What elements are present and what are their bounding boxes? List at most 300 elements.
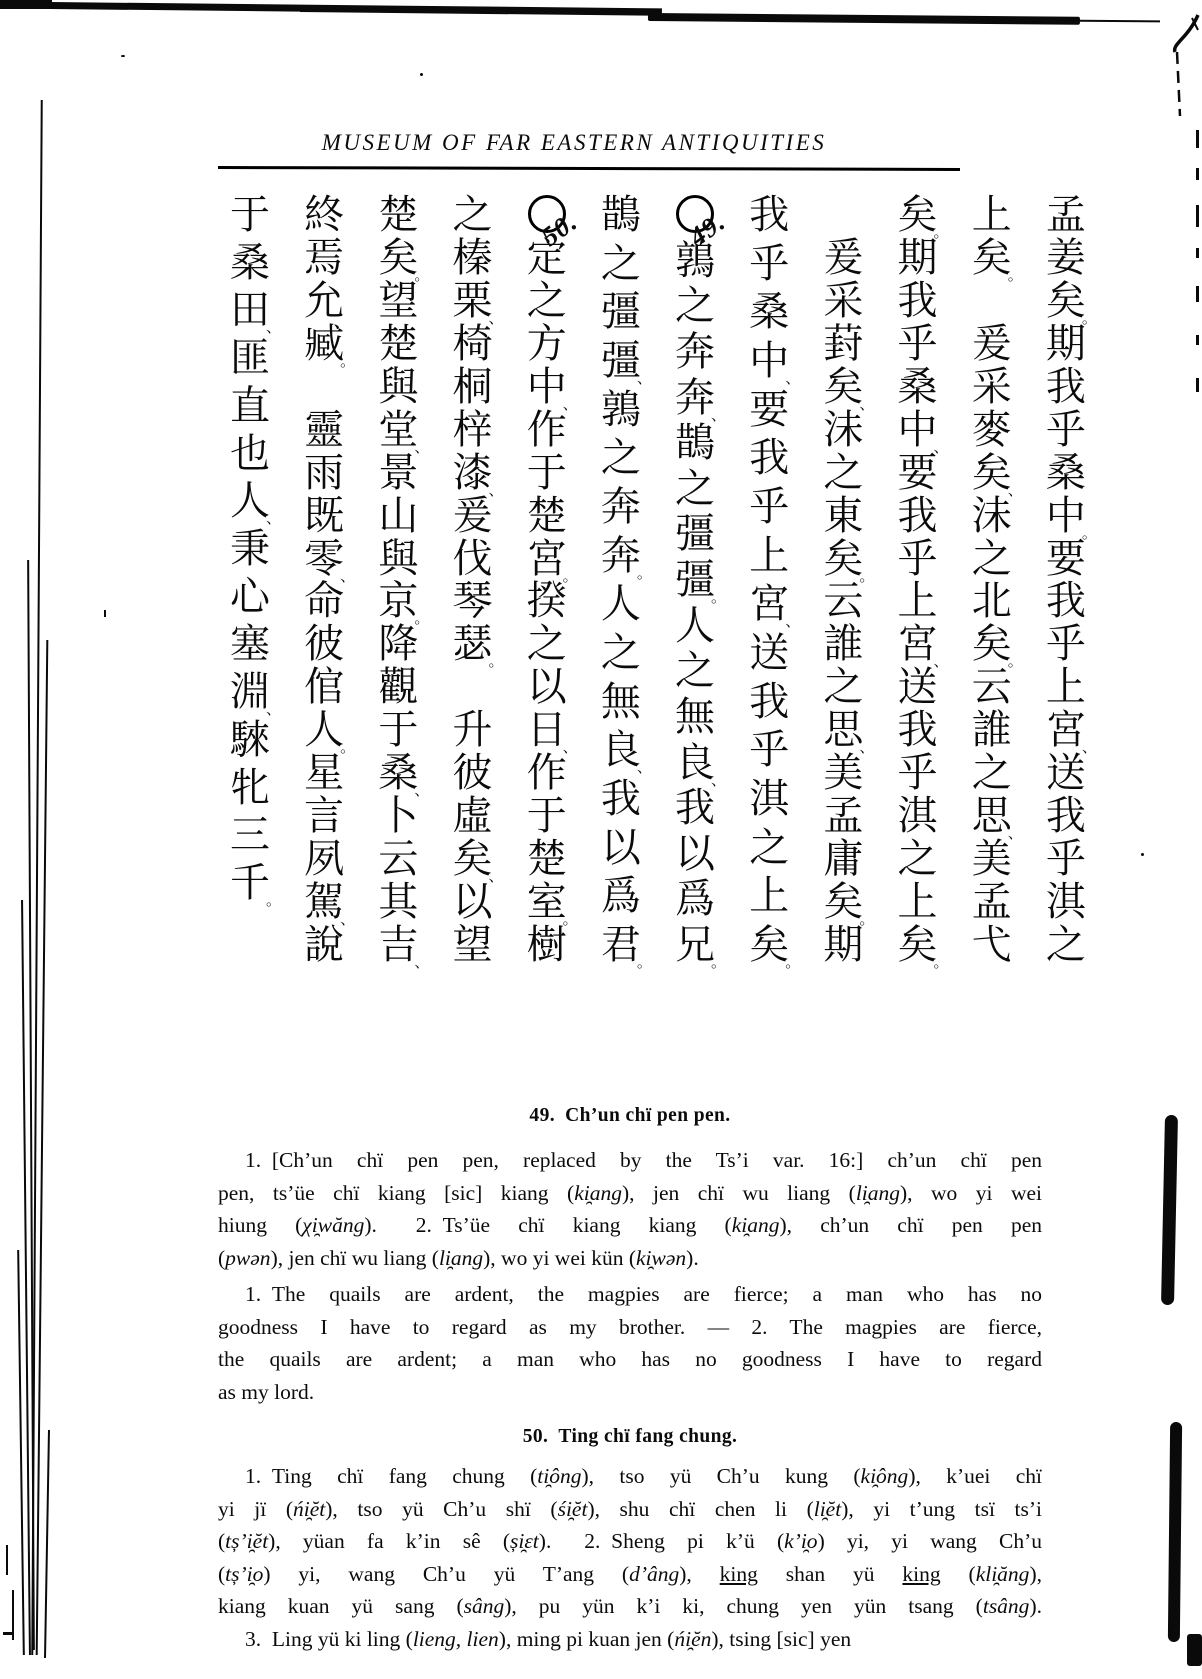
hanzi: 之: [600, 629, 641, 676]
hanzi: 既: [304, 492, 345, 539]
page-header-title: MUSEUM OF FAR EASTERN ANTIQUITIES: [321, 130, 827, 155]
hanzi: 乎: [897, 320, 938, 367]
hanzi: 乎: [1045, 836, 1086, 883]
text-run: ), jen chï wu liang (: [621, 1180, 856, 1205]
phonetic-reconstruction: pwən: [225, 1245, 271, 1270]
hanzi: 之: [452, 192, 493, 238]
ode-number: 50.: [535, 206, 583, 253]
text-run: ), tso yü Ch’u kung (: [581, 1464, 861, 1488]
hanzi: 上: [749, 532, 790, 579]
reading-mark: 、: [340, 566, 356, 585]
page-curl-mark: [1148, 12, 1202, 122]
hanzi: 山: [378, 492, 419, 539]
hanzi: 望: [452, 921, 493, 968]
hanzi: 駕 、: [304, 879, 356, 928]
hanzi: 桑: [749, 289, 790, 336]
hanzi: 之: [600, 435, 641, 482]
scan-artifact-left-line: [17, 1250, 25, 1655]
reading-mark: 、: [859, 394, 875, 413]
hanzi: 靈: [304, 406, 345, 453]
phonetic-reconstruction: tș’i̯ĕt: [225, 1529, 269, 1553]
hanzi: 秉: [230, 526, 270, 573]
hanzi: 爲: [675, 876, 716, 923]
reading-mark: 。: [859, 910, 875, 928]
reading-mark: 、: [414, 781, 430, 800]
text-line: [218, 1460, 1042, 1493]
phonetic-reconstruction: ti̯ông: [537, 1464, 582, 1488]
text-run: 3. Ling yü ki ling (: [245, 1626, 413, 1651]
chinese-text-block: [228, 192, 1097, 971]
hanzi: 采: [823, 277, 864, 324]
scan-speck: [121, 55, 125, 57]
hanzi: 以: [675, 830, 716, 877]
hanzi: 思 、: [823, 707, 875, 757]
hanzi: 楚: [526, 492, 567, 539]
hanzi: 中 、: [749, 337, 801, 387]
hanzi: 矣 。: [1045, 277, 1097, 327]
hanzi: 思 、: [971, 793, 1023, 843]
hanzi: 彊 、: [600, 337, 652, 387]
hanzi: 誰: [823, 621, 864, 668]
hanzi: 降: [378, 621, 419, 668]
reading-mark: 、: [933, 652, 949, 671]
hanzi: 定: [526, 234, 567, 281]
text-run: hiung (: [218, 1213, 303, 1237]
ode-column-4: [821, 194, 875, 968]
hanzi: 塞: [230, 621, 270, 668]
hanzi: 我: [897, 492, 938, 539]
text-run: 1. The quails are ardent, the magpies are fierce; a man who has no: [245, 1282, 1042, 1306]
hanzi: 桑: [897, 363, 938, 410]
text-run: (: [218, 1529, 226, 1553]
phonetic-reconstruction: d’âng: [629, 1561, 680, 1586]
hanzi: 彼: [304, 621, 345, 668]
hanzi: 之: [600, 240, 641, 287]
hanzi: 矣 。: [823, 535, 875, 585]
reading-mark: 。: [636, 952, 652, 971]
hanzi: 望: [378, 277, 419, 324]
hanzi: 乎: [749, 483, 790, 530]
hanzi: 我: [675, 785, 716, 832]
hanzi: 之: [971, 535, 1012, 582]
hanzi: 姜: [1045, 234, 1086, 281]
hanzi: 彊: [675, 511, 716, 558]
reading-mark: 。: [933, 223, 949, 241]
hanzi: 騋: [230, 716, 270, 763]
section-50-heading: 50. Ting chï fang chung.: [522, 1426, 738, 1447]
text-run: as my lord.: [218, 1379, 315, 1404]
hanzi: 之: [675, 283, 716, 330]
hanzi: 之: [675, 465, 716, 512]
hanzi: 云: [378, 836, 419, 883]
hanzi: 允: [304, 277, 345, 324]
hanzi: 麥: [971, 406, 1012, 453]
reading-mark: 、: [1007, 824, 1023, 843]
hanzi: 要: [1045, 535, 1086, 582]
hanzi: 淇: [1045, 879, 1086, 925]
reading-mark: 、: [562, 738, 578, 757]
reading-mark: 、: [562, 394, 578, 413]
hanzi: 淇: [897, 793, 938, 840]
reading-mark: 、: [488, 867, 504, 886]
hanzi: 也: [230, 430, 270, 477]
hanzi: 桑 、: [378, 750, 430, 800]
hanzi: 鵲: [675, 420, 716, 467]
hanzi: 我: [1045, 793, 1086, 840]
ode-column-1: [1044, 192, 1097, 968]
hanzi: 云: [971, 664, 1012, 711]
hanzi: 我: [897, 277, 938, 324]
phonetic-reconstruction: ki̯ang: [574, 1180, 622, 1205]
hanzi: 臧 。: [304, 320, 356, 370]
hanzi: 方: [526, 320, 567, 367]
ode-column-9: [451, 192, 504, 968]
text-run: ) yi, wang Ch’u yü T’ang (: [263, 1561, 630, 1586]
hanzi: 要: [897, 449, 938, 496]
hanzi: 桑: [230, 239, 270, 286]
underlined-word: king: [902, 1561, 941, 1586]
reading-mark: 。: [488, 652, 504, 671]
hanzi: 瑟 。: [452, 621, 504, 671]
reading-mark: 。: [340, 351, 356, 370]
text-line: [218, 1209, 1042, 1242]
hanzi: 中 、: [526, 363, 578, 413]
hanzi: 于: [230, 192, 270, 238]
hanzi: 以: [526, 664, 567, 711]
stanza-gap: [451, 666, 495, 708]
ode-number-marker: [525, 194, 583, 253]
ode-column-7: [599, 192, 652, 971]
hanzi: 我: [897, 707, 938, 754]
reading-mark: 、: [414, 952, 430, 971]
text-run: (: [218, 1245, 226, 1270]
phonetic-reconstruction: tsâng: [982, 1594, 1030, 1618]
hanzi: 良 、: [675, 739, 727, 789]
hanzi: 言: [304, 793, 345, 840]
hanzi: 之: [526, 277, 567, 324]
hanzi: 鶉: [600, 386, 641, 433]
text-line: [218, 1525, 1042, 1558]
hanzi: 之: [823, 449, 864, 496]
reading-mark: 。: [562, 566, 578, 585]
hanzi: 漆 、: [452, 449, 504, 499]
text-run: ), wo yi wei kün (: [483, 1245, 637, 1270]
text-run: ), wo yi wei: [900, 1180, 1042, 1205]
hanzi: 三: [230, 812, 270, 859]
hanzi: 矣 。: [897, 921, 949, 971]
hanzi: 矣 。: [971, 621, 1023, 671]
hanzi: 心: [230, 573, 270, 620]
hanzi: 奔 。: [600, 532, 652, 582]
hanzi: 沬: [971, 492, 1012, 539]
stanza-gap: [302, 366, 346, 408]
hanzi: 田 、: [230, 287, 281, 337]
reading-mark: 、: [859, 738, 875, 757]
phonetic-reconstruction: sâng: [463, 1594, 505, 1618]
hanzi: 京 。: [378, 578, 430, 628]
phonetic-reconstruction: li̯ĕt: [813, 1496, 842, 1521]
hanzi: 矣 。: [378, 234, 430, 284]
hanzi: 之: [823, 664, 864, 711]
phonetic-reconstruction: ki̯wən: [636, 1245, 687, 1270]
reading-mark: 。: [1007, 652, 1023, 671]
hanzi: 矣 。: [897, 192, 949, 241]
reading-mark: 、: [340, 910, 356, 928]
hanzi: 倌: [304, 664, 345, 711]
hanzi: 梓: [452, 406, 493, 453]
ode-column-6: [673, 194, 731, 971]
text-run: ),: [1029, 1561, 1042, 1586]
hanzi: 椅: [452, 320, 493, 367]
reading-mark: 、: [265, 318, 281, 337]
hanzi: 牝: [230, 764, 270, 811]
hanzi: 要: [749, 386, 790, 433]
text-line: [218, 1278, 1042, 1311]
hanzi: 孟: [971, 879, 1012, 925]
phonetic-reconstruction: χi̯wăng: [302, 1213, 365, 1237]
hanzi: 乎: [897, 535, 938, 582]
phonetic-reconstruction: ki̯ông: [860, 1464, 909, 1488]
hanzi: 爰: [452, 492, 493, 539]
text-run: the quails are ardent; a man who has no goodness I have to regard: [218, 1347, 1042, 1371]
reading-mark: 、: [785, 368, 801, 387]
reading-mark: 、: [488, 308, 504, 327]
hanzi: 直: [230, 382, 270, 429]
scan-artifact-top-corner: [0, 0, 52, 9]
hanzi: 與: [378, 363, 419, 410]
hanzi: 云: [823, 578, 864, 625]
hanzi: 命: [304, 578, 345, 625]
section-49-transliteration: [218, 1144, 1042, 1274]
hanzi: 鵲: [600, 192, 641, 238]
text-line: [218, 1493, 1042, 1526]
hanzi: 之: [897, 836, 938, 883]
hanzi: 終: [304, 192, 345, 238]
hanzi: 我: [600, 775, 641, 822]
hanzi: 送: [749, 629, 790, 676]
scan-artifact-right-edge: [1196, 130, 1199, 148]
reading-mark: 。: [1081, 523, 1097, 542]
hanzi: 觀: [378, 664, 419, 711]
hanzi: 良 、: [600, 727, 652, 777]
scan-speck: [104, 610, 106, 617]
hanzi: 中 、: [897, 406, 949, 456]
hanzi: 其: [378, 879, 419, 925]
text-line: [218, 1311, 1042, 1344]
scan-artifact-right-streak: [1168, 1422, 1182, 1642]
hanzi: 人 、: [230, 478, 281, 528]
text-run: ).: [1029, 1594, 1042, 1618]
scan-artifact-left-tick: [3, 1632, 13, 1635]
hanzi: 中 。: [1045, 492, 1097, 542]
ode-number: 49.: [683, 206, 731, 253]
hanzi: 北: [971, 578, 1012, 625]
scan-artifact-corner-blob: [1187, 1634, 1202, 1666]
hanzi: 千 。: [230, 860, 281, 910]
hanzi: 乎: [1045, 621, 1086, 668]
hanzi: 矣 。: [823, 879, 875, 928]
hanzi: 彊 。: [675, 557, 727, 606]
text-run: kiang kuan yü sang (: [218, 1594, 464, 1618]
text-line: [218, 1558, 1042, 1591]
hanzi: 彊: [600, 289, 641, 336]
section-49-heading: 49. Ch’un chï pen pen.: [529, 1105, 731, 1126]
text-run: ), tsing [sic] yen: [711, 1626, 852, 1651]
hanzi: 乎: [749, 727, 790, 774]
reading-mark: 。: [340, 738, 356, 757]
text-line: [218, 1343, 1042, 1376]
header-rule: [218, 166, 960, 170]
text-run: ), ming pi kuan jen (: [498, 1626, 675, 1651]
hanzi: 無: [600, 678, 641, 725]
reading-mark: 。: [785, 952, 801, 971]
reading-mark: 。: [711, 953, 727, 971]
hanzi: 奔: [675, 328, 716, 375]
hanzi: 于: [526, 793, 567, 840]
hanzi: 栗 、: [452, 277, 504, 327]
hanzi: 以: [600, 824, 641, 871]
hanzi: 矣 、: [823, 363, 875, 413]
text-run: ), yi t’ung tsï ts’i: [841, 1496, 1042, 1521]
reading-mark: 。: [711, 588, 727, 606]
reading-mark: 、: [1081, 738, 1097, 757]
hanzi: 爰: [971, 320, 1012, 367]
reading-mark: 、: [265, 509, 281, 528]
reading-mark: 、: [265, 700, 281, 719]
hanzi: 乎: [749, 240, 790, 287]
hanzi: 于: [526, 449, 567, 496]
hanzi: 楚: [378, 320, 419, 367]
scan-artifact-right-edge: [1196, 248, 1199, 258]
text-run: ), pu yün k’i ki, chung yen yün tsang (: [504, 1594, 983, 1618]
text-run: ). 2. Sheng pi k’ü (: [538, 1529, 785, 1553]
hanzi: 我: [749, 678, 790, 725]
hanzi: 宮 、: [749, 581, 801, 631]
reading-mark: 。: [859, 566, 875, 585]
hanzi: 說: [304, 921, 345, 968]
hanzi: 矣 。: [971, 234, 1023, 284]
reading-mark: 。: [562, 910, 578, 928]
text-run: pen, ts’üe chï kiang [sic] kiang (: [218, 1180, 575, 1205]
text-line: [218, 1177, 1042, 1210]
hanzi: 人: [600, 581, 641, 628]
phonetic-reconstruction: ki̯ang: [731, 1213, 780, 1237]
scan-artifact-right-edge: [1196, 286, 1199, 302]
hanzi: 乎: [1045, 406, 1086, 453]
underlined-word: king: [719, 1561, 758, 1586]
hanzi: 宮 。: [526, 535, 578, 585]
hanzi: 鶉: [675, 237, 716, 284]
hanzi: 期: [897, 234, 938, 281]
hanzi: 我: [749, 192, 790, 238]
hanzi: 采: [971, 363, 1012, 410]
hanzi: 我: [1045, 363, 1086, 410]
phonetic-reconstruction: și̯ɛt: [510, 1529, 539, 1553]
hanzi: 樹: [526, 921, 567, 968]
reading-mark: 。: [414, 609, 430, 628]
text-run: ). 2. Ts’üe chï kiang kiang (: [364, 1213, 732, 1237]
hanzi: 作: [526, 750, 567, 797]
reading-mark: 。: [414, 265, 430, 284]
hanzi: 沬: [823, 406, 864, 453]
hanzi: 奔 、: [675, 374, 727, 424]
hanzi: 桐: [452, 363, 493, 410]
text-line: [218, 1242, 1042, 1275]
hanzi: 堂 、: [378, 406, 430, 456]
hanzi: 彼: [452, 750, 493, 797]
hanzi: 淵 、: [230, 669, 281, 719]
text-run: ), k’uei chï: [908, 1464, 1042, 1488]
hanzi: 人: [675, 602, 716, 649]
hanzi: 上: [1045, 664, 1086, 711]
hanzi: 矣 、: [971, 449, 1023, 499]
scan-artifact-right-edge: [1196, 168, 1199, 180]
hanzi: 夙: [304, 836, 345, 883]
reading-mark: 。: [265, 891, 281, 910]
ode-column-8: [525, 194, 583, 968]
reading-mark: 。: [636, 563, 652, 582]
hanzi: 吉 、: [378, 921, 430, 971]
hanzi: 期: [823, 921, 864, 968]
reading-mark: 。: [1007, 265, 1023, 284]
ode-column-3: [896, 192, 949, 971]
ode-number-marker: [673, 194, 731, 253]
hanzi: 與: [378, 535, 419, 582]
hanzi: 君 。: [600, 921, 652, 971]
text-run: ) yi, yi wang Ch’u: [817, 1529, 1042, 1553]
phonetic-reconstruction: ńi̯ĕn: [674, 1626, 712, 1651]
romanized-text-block: [218, 1104, 1042, 1655]
hanzi: 爲: [600, 873, 641, 920]
hanzi: 美: [823, 750, 864, 797]
hanzi: 以: [452, 879, 493, 925]
ode-column-11: [302, 192, 356, 968]
stanza-gap: [821, 194, 865, 236]
scan-artifact-right-edge: [1196, 335, 1199, 345]
hanzi: 東: [823, 492, 864, 539]
scan-artifact-top-edge: [648, 13, 1080, 25]
text-run: ), shu chï chen li (: [587, 1496, 814, 1521]
hanzi: 兄 。: [675, 922, 727, 971]
phonetic-reconstruction: lieng, lien: [412, 1626, 499, 1651]
phonetic-reconstruction: śi̯ĕt: [557, 1496, 588, 1521]
hanzi: 上: [897, 578, 938, 625]
text-run: goodness I have to regard as my brother. — 2. The magpies are fierce,: [218, 1314, 1042, 1339]
hanzi: 日 、: [526, 707, 578, 757]
scan-artifact-right-edge: [1196, 205, 1199, 227]
hanzi: 上: [971, 192, 1012, 238]
hanzi: 乎: [897, 750, 938, 797]
scan-speck: [1141, 853, 1144, 856]
hanzi: 宮 、: [897, 621, 949, 671]
reading-mark: 、: [414, 437, 430, 456]
ode-column-2: [970, 192, 1023, 968]
hanzi: 上: [749, 873, 790, 920]
hanzi: 期: [1045, 320, 1086, 367]
hanzi: 琴: [452, 578, 493, 625]
hanzi: 于: [378, 707, 419, 754]
text-run: ),: [679, 1561, 720, 1586]
text-run: (: [218, 1561, 226, 1586]
hanzi: 葑: [823, 320, 864, 367]
hanzi: 矣 、: [452, 836, 504, 886]
text-run: ), jen chï wu liang (: [270, 1245, 439, 1270]
hanzi: 星: [304, 750, 345, 797]
ode-column-12: [228, 192, 281, 910]
hanzi: 焉: [304, 234, 345, 281]
hanzi: 宮 、: [1045, 707, 1097, 757]
hanzi: 之: [749, 824, 790, 871]
